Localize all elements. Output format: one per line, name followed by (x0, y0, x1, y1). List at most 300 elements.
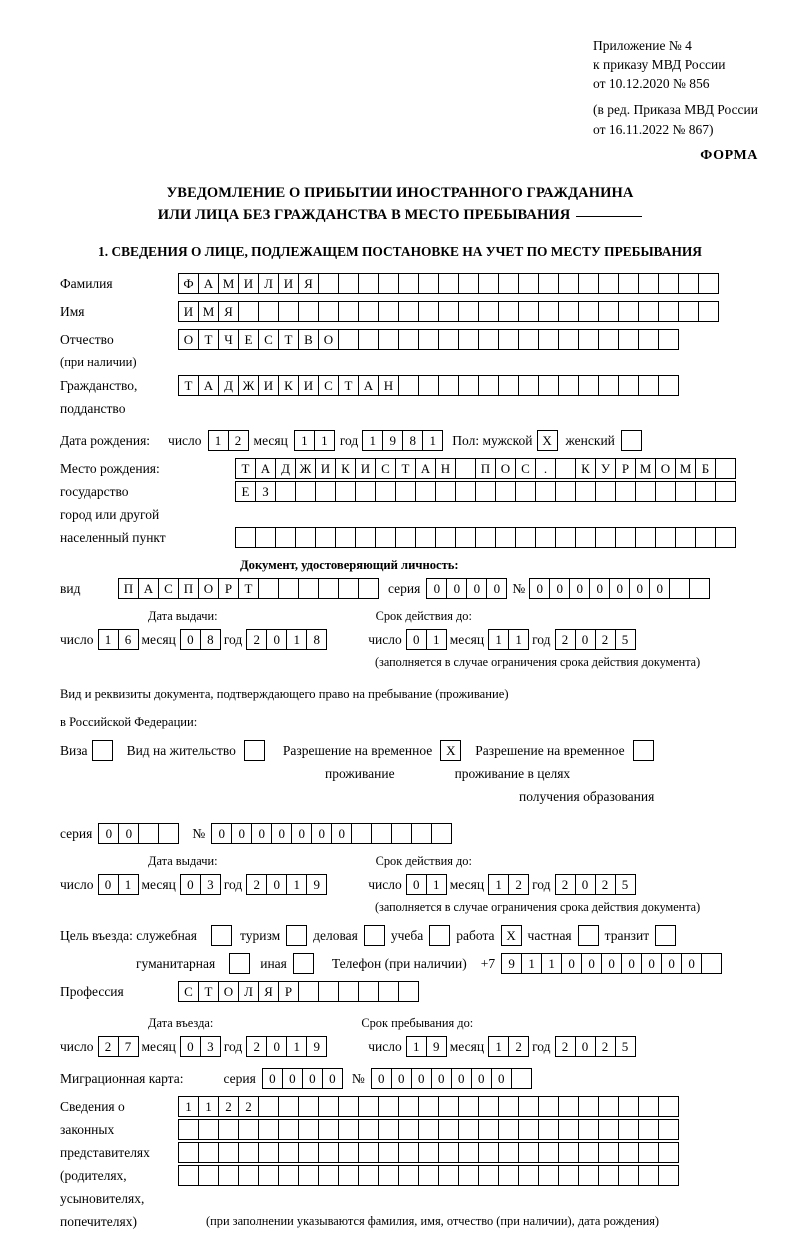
char-cell[interactable] (511, 1068, 532, 1089)
char-cell[interactable]: П (118, 578, 139, 599)
birthplace-line1-input[interactable] (235, 458, 735, 479)
char-cell[interactable] (351, 823, 372, 844)
residence-permit-checkbox[interactable] (244, 740, 265, 761)
char-cell[interactable] (458, 329, 479, 350)
char-cell[interactable]: К (335, 458, 356, 479)
char-cell[interactable] (358, 1142, 379, 1163)
char-cell[interactable] (338, 1142, 359, 1163)
entry-day-input[interactable] (98, 1036, 138, 1057)
birthplace-line3-input[interactable] (235, 527, 735, 548)
char-cell[interactable] (638, 1165, 659, 1186)
idoc-kind-input[interactable] (118, 578, 378, 599)
char-cell[interactable] (478, 329, 499, 350)
char-cell[interactable]: 0 (406, 629, 427, 650)
idoc-issue-day-input[interactable] (98, 629, 138, 650)
char-cell[interactable] (375, 481, 396, 502)
char-cell[interactable] (395, 527, 416, 548)
char-cell[interactable] (278, 578, 299, 599)
char-cell[interactable] (689, 578, 710, 599)
char-cell[interactable]: 0 (621, 953, 642, 974)
char-cell[interactable] (458, 1096, 479, 1117)
char-cell[interactable]: 0 (266, 1036, 287, 1057)
char-cell[interactable] (478, 375, 499, 396)
birth-day-input[interactable] (208, 430, 248, 451)
char-cell[interactable]: Я (218, 301, 239, 322)
char-cell[interactable] (298, 1119, 319, 1140)
char-cell[interactable]: 2 (238, 1096, 259, 1117)
char-cell[interactable] (498, 1096, 519, 1117)
char-cell[interactable]: 1 (314, 430, 335, 451)
char-cell[interactable] (358, 981, 379, 1002)
char-cell[interactable]: Р (615, 458, 636, 479)
char-cell[interactable] (578, 301, 599, 322)
char-cell[interactable]: Н (435, 458, 456, 479)
char-cell[interactable]: А (358, 375, 379, 396)
char-cell[interactable] (418, 273, 439, 294)
char-cell[interactable]: 0 (411, 1068, 432, 1089)
char-cell[interactable] (555, 527, 576, 548)
char-cell[interactable] (275, 481, 296, 502)
char-cell[interactable] (375, 527, 396, 548)
purpose-other-checkbox[interactable] (293, 953, 314, 974)
char-cell[interactable] (518, 1119, 539, 1140)
char-cell[interactable]: Т (198, 981, 219, 1002)
legal-rep-line4-input[interactable] (178, 1165, 678, 1186)
char-cell[interactable] (618, 1165, 639, 1186)
char-cell[interactable]: 0 (491, 1068, 512, 1089)
char-cell[interactable] (638, 1142, 659, 1163)
char-cell[interactable]: 0 (231, 823, 252, 844)
char-cell[interactable]: 0 (609, 578, 630, 599)
char-cell[interactable] (438, 273, 459, 294)
char-cell[interactable] (478, 1165, 499, 1186)
char-cell[interactable] (715, 527, 736, 548)
char-cell[interactable] (698, 273, 719, 294)
char-cell[interactable] (298, 981, 319, 1002)
permit-series-input[interactable] (98, 823, 178, 844)
char-cell[interactable]: М (675, 458, 696, 479)
char-cell[interactable]: 9 (382, 430, 403, 451)
permit-issue-month-input[interactable] (180, 874, 220, 895)
char-cell[interactable]: 2 (228, 430, 249, 451)
char-cell[interactable]: 8 (402, 430, 423, 451)
char-cell[interactable] (618, 1119, 639, 1140)
char-cell[interactable] (518, 273, 539, 294)
char-cell[interactable] (695, 527, 716, 548)
char-cell[interactable]: И (355, 458, 376, 479)
char-cell[interactable] (295, 527, 316, 548)
char-cell[interactable] (398, 273, 419, 294)
char-cell[interactable] (695, 481, 716, 502)
char-cell[interactable]: Ж (238, 375, 259, 396)
char-cell[interactable]: 2 (508, 1036, 529, 1057)
char-cell[interactable] (278, 1142, 299, 1163)
char-cell[interactable] (658, 1165, 679, 1186)
char-cell[interactable]: 0 (569, 578, 590, 599)
char-cell[interactable] (598, 301, 619, 322)
char-cell[interactable]: 2 (555, 1036, 576, 1057)
sex-male-checkbox[interactable]: X (537, 430, 558, 451)
char-cell[interactable]: А (138, 578, 159, 599)
birth-year-input[interactable] (362, 430, 442, 451)
patronymic-input[interactable] (178, 329, 678, 350)
char-cell[interactable] (358, 329, 379, 350)
char-cell[interactable] (335, 481, 356, 502)
char-cell[interactable] (338, 578, 359, 599)
char-cell[interactable] (438, 301, 459, 322)
char-cell[interactable]: И (278, 273, 299, 294)
char-cell[interactable] (575, 481, 596, 502)
char-cell[interactable]: 1 (178, 1096, 199, 1117)
char-cell[interactable] (435, 527, 456, 548)
char-cell[interactable]: 0 (589, 578, 610, 599)
char-cell[interactable]: А (198, 273, 219, 294)
purpose-private-checkbox[interactable] (578, 925, 599, 946)
char-cell[interactable] (518, 375, 539, 396)
char-cell[interactable] (518, 1165, 539, 1186)
char-cell[interactable] (335, 527, 356, 548)
char-cell[interactable] (378, 1165, 399, 1186)
char-cell[interactable]: 0 (529, 578, 550, 599)
char-cell[interactable] (278, 1096, 299, 1117)
char-cell[interactable]: 0 (98, 874, 119, 895)
char-cell[interactable] (538, 329, 559, 350)
char-cell[interactable]: 2 (246, 874, 267, 895)
char-cell[interactable] (338, 329, 359, 350)
char-cell[interactable] (638, 329, 659, 350)
purpose-business-checkbox[interactable] (364, 925, 385, 946)
char-cell[interactable]: 0 (681, 953, 702, 974)
char-cell[interactable]: 1 (406, 1036, 427, 1057)
char-cell[interactable] (495, 527, 516, 548)
char-cell[interactable] (378, 1096, 399, 1117)
char-cell[interactable] (578, 1142, 599, 1163)
purpose-tourism-checkbox[interactable] (286, 925, 307, 946)
char-cell[interactable] (615, 481, 636, 502)
char-cell[interactable]: С (375, 458, 396, 479)
char-cell[interactable] (638, 1096, 659, 1117)
char-cell[interactable] (578, 1119, 599, 1140)
idoc-issue-year-input[interactable] (246, 629, 326, 650)
name-input[interactable] (178, 301, 718, 322)
char-cell[interactable] (675, 481, 696, 502)
char-cell[interactable] (555, 458, 576, 479)
char-cell[interactable] (298, 578, 319, 599)
char-cell[interactable] (635, 481, 656, 502)
char-cell[interactable]: 0 (262, 1068, 283, 1089)
idoc-issue-month-input[interactable] (180, 629, 220, 650)
char-cell[interactable] (498, 273, 519, 294)
char-cell[interactable] (415, 527, 436, 548)
char-cell[interactable] (218, 1165, 239, 1186)
char-cell[interactable]: 0 (180, 1036, 201, 1057)
char-cell[interactable]: Д (275, 458, 296, 479)
citizenship-input[interactable] (178, 375, 678, 396)
birth-month-input[interactable] (294, 430, 334, 451)
char-cell[interactable]: У (595, 458, 616, 479)
char-cell[interactable]: С (258, 329, 279, 350)
char-cell[interactable]: 9 (306, 1036, 327, 1057)
char-cell[interactable] (458, 273, 479, 294)
char-cell[interactable] (318, 1096, 339, 1117)
char-cell[interactable] (338, 273, 359, 294)
char-cell[interactable] (658, 301, 679, 322)
char-cell[interactable]: М (218, 273, 239, 294)
char-cell[interactable] (458, 1142, 479, 1163)
char-cell[interactable] (358, 578, 379, 599)
char-cell[interactable] (318, 1119, 339, 1140)
char-cell[interactable] (258, 1165, 279, 1186)
char-cell[interactable] (358, 301, 379, 322)
char-cell[interactable] (358, 1096, 379, 1117)
char-cell[interactable]: С (515, 458, 536, 479)
char-cell[interactable]: 2 (218, 1096, 239, 1117)
char-cell[interactable] (378, 1119, 399, 1140)
char-cell[interactable] (371, 823, 392, 844)
char-cell[interactable] (338, 1119, 359, 1140)
char-cell[interactable] (218, 1142, 239, 1163)
char-cell[interactable] (298, 1165, 319, 1186)
char-cell[interactable]: 2 (595, 1036, 616, 1057)
char-cell[interactable]: 0 (466, 578, 487, 599)
char-cell[interactable] (198, 1119, 219, 1140)
char-cell[interactable] (218, 1119, 239, 1140)
char-cell[interactable] (418, 301, 439, 322)
char-cell[interactable]: Б (695, 458, 716, 479)
char-cell[interactable]: Т (338, 375, 359, 396)
char-cell[interactable] (358, 273, 379, 294)
char-cell[interactable]: И (315, 458, 336, 479)
char-cell[interactable] (635, 527, 656, 548)
char-cell[interactable]: Т (395, 458, 416, 479)
char-cell[interactable] (518, 1096, 539, 1117)
char-cell[interactable] (598, 273, 619, 294)
stay-day-input[interactable] (406, 1036, 446, 1057)
char-cell[interactable] (391, 823, 412, 844)
char-cell[interactable] (595, 481, 616, 502)
char-cell[interactable] (438, 1096, 459, 1117)
char-cell[interactable]: О (318, 329, 339, 350)
char-cell[interactable] (558, 1096, 579, 1117)
idoc-valid-month-input[interactable] (488, 629, 528, 650)
char-cell[interactable]: 1 (488, 1036, 509, 1057)
char-cell[interactable]: 2 (98, 1036, 119, 1057)
idoc-number-input[interactable] (529, 578, 709, 599)
char-cell[interactable] (598, 1096, 619, 1117)
char-cell[interactable] (558, 1142, 579, 1163)
char-cell[interactable] (535, 527, 556, 548)
char-cell[interactable] (438, 375, 459, 396)
char-cell[interactable] (198, 1165, 219, 1186)
char-cell[interactable] (398, 1119, 419, 1140)
char-cell[interactable] (538, 375, 559, 396)
char-cell[interactable] (515, 527, 536, 548)
char-cell[interactable]: Ж (295, 458, 316, 479)
char-cell[interactable] (618, 301, 639, 322)
migcard-series-input[interactable] (262, 1068, 342, 1089)
birthplace-line2-input[interactable] (235, 481, 735, 502)
char-cell[interactable]: Е (238, 329, 259, 350)
entry-month-input[interactable] (180, 1036, 220, 1057)
char-cell[interactable]: 0 (549, 578, 570, 599)
char-cell[interactable] (458, 1165, 479, 1186)
char-cell[interactable]: 2 (246, 1036, 267, 1057)
char-cell[interactable]: В (298, 329, 319, 350)
char-cell[interactable]: 2 (595, 874, 616, 895)
char-cell[interactable] (411, 823, 432, 844)
char-cell[interactable]: 0 (282, 1068, 303, 1089)
char-cell[interactable] (378, 981, 399, 1002)
char-cell[interactable] (238, 1165, 259, 1186)
char-cell[interactable]: 2 (508, 874, 529, 895)
char-cell[interactable] (498, 329, 519, 350)
char-cell[interactable]: 6 (118, 629, 139, 650)
char-cell[interactable] (655, 527, 676, 548)
char-cell[interactable]: 3 (200, 1036, 221, 1057)
char-cell[interactable]: 5 (615, 874, 636, 895)
char-cell[interactable]: И (238, 273, 259, 294)
char-cell[interactable] (295, 481, 316, 502)
phone-input[interactable] (501, 953, 721, 974)
char-cell[interactable] (458, 375, 479, 396)
char-cell[interactable]: С (318, 375, 339, 396)
purpose-study-checkbox[interactable] (429, 925, 450, 946)
char-cell[interactable]: . (535, 458, 556, 479)
sex-female-checkbox[interactable] (621, 430, 642, 451)
char-cell[interactable] (638, 375, 659, 396)
char-cell[interactable]: 0 (322, 1068, 343, 1089)
char-cell[interactable] (498, 301, 519, 322)
char-cell[interactable] (415, 481, 436, 502)
char-cell[interactable]: Т (198, 329, 219, 350)
char-cell[interactable]: 0 (406, 874, 427, 895)
char-cell[interactable] (669, 578, 690, 599)
char-cell[interactable] (398, 329, 419, 350)
char-cell[interactable] (455, 527, 476, 548)
char-cell[interactable]: О (198, 578, 219, 599)
char-cell[interactable] (138, 823, 159, 844)
char-cell[interactable] (398, 1096, 419, 1117)
char-cell[interactable] (418, 1165, 439, 1186)
char-cell[interactable]: 3 (200, 874, 221, 895)
char-cell[interactable]: 1 (294, 430, 315, 451)
char-cell[interactable] (278, 1119, 299, 1140)
migcard-number-input[interactable] (371, 1068, 531, 1089)
char-cell[interactable] (418, 329, 439, 350)
char-cell[interactable] (595, 527, 616, 548)
purpose-humanitarian-checkbox[interactable] (229, 953, 250, 974)
char-cell[interactable]: З (255, 481, 276, 502)
char-cell[interactable] (538, 1096, 559, 1117)
char-cell[interactable] (355, 481, 376, 502)
char-cell[interactable]: Е (235, 481, 256, 502)
char-cell[interactable]: О (495, 458, 516, 479)
char-cell[interactable] (495, 481, 516, 502)
char-cell[interactable] (318, 1142, 339, 1163)
char-cell[interactable]: 0 (118, 823, 139, 844)
char-cell[interactable] (358, 1165, 379, 1186)
char-cell[interactable] (275, 527, 296, 548)
char-cell[interactable] (338, 1165, 359, 1186)
char-cell[interactable] (398, 981, 419, 1002)
legal-rep-line1-input[interactable] (178, 1096, 678, 1117)
char-cell[interactable]: О (218, 981, 239, 1002)
char-cell[interactable]: П (475, 458, 496, 479)
char-cell[interactable] (398, 1165, 419, 1186)
char-cell[interactable] (238, 1119, 259, 1140)
char-cell[interactable]: 9 (306, 874, 327, 895)
char-cell[interactable]: 1 (426, 629, 447, 650)
char-cell[interactable] (378, 273, 399, 294)
char-cell[interactable] (438, 1142, 459, 1163)
edu-residence-checkbox[interactable] (633, 740, 654, 761)
char-cell[interactable]: 0 (446, 578, 467, 599)
char-cell[interactable] (698, 301, 719, 322)
char-cell[interactable] (638, 273, 659, 294)
char-cell[interactable] (298, 1096, 319, 1117)
char-cell[interactable] (431, 823, 452, 844)
char-cell[interactable] (498, 1119, 519, 1140)
purpose-service-checkbox[interactable] (211, 925, 232, 946)
char-cell[interactable] (358, 1119, 379, 1140)
char-cell[interactable]: Т (238, 578, 259, 599)
char-cell[interactable]: 0 (371, 1068, 392, 1089)
char-cell[interactable]: А (415, 458, 436, 479)
char-cell[interactable] (395, 481, 416, 502)
char-cell[interactable] (338, 1096, 359, 1117)
char-cell[interactable] (318, 981, 339, 1002)
char-cell[interactable] (538, 1165, 559, 1186)
char-cell[interactable]: 0 (561, 953, 582, 974)
char-cell[interactable] (558, 1119, 579, 1140)
char-cell[interactable]: 0 (291, 823, 312, 844)
stay-month-input[interactable] (488, 1036, 528, 1057)
char-cell[interactable]: М (198, 301, 219, 322)
char-cell[interactable]: Р (218, 578, 239, 599)
char-cell[interactable]: Т (235, 458, 256, 479)
char-cell[interactable] (315, 481, 336, 502)
char-cell[interactable]: 1 (508, 629, 529, 650)
char-cell[interactable] (398, 375, 419, 396)
char-cell[interactable] (598, 329, 619, 350)
char-cell[interactable] (658, 329, 679, 350)
idoc-valid-day-input[interactable] (406, 629, 446, 650)
char-cell[interactable] (558, 301, 579, 322)
char-cell[interactable] (518, 1142, 539, 1163)
char-cell[interactable]: И (178, 301, 199, 322)
char-cell[interactable]: А (255, 458, 276, 479)
profession-input[interactable] (178, 981, 418, 1002)
char-cell[interactable] (575, 527, 596, 548)
char-cell[interactable] (475, 481, 496, 502)
char-cell[interactable] (578, 1096, 599, 1117)
char-cell[interactable] (418, 1119, 439, 1140)
char-cell[interactable]: С (158, 578, 179, 599)
char-cell[interactable]: О (655, 458, 676, 479)
char-cell[interactable]: 0 (641, 953, 662, 974)
char-cell[interactable]: 2 (555, 874, 576, 895)
char-cell[interactable] (478, 1096, 499, 1117)
char-cell[interactable]: Ч (218, 329, 239, 350)
char-cell[interactable] (418, 375, 439, 396)
char-cell[interactable] (558, 1165, 579, 1186)
legal-rep-line2-input[interactable] (178, 1119, 678, 1140)
char-cell[interactable]: 0 (311, 823, 332, 844)
char-cell[interactable] (658, 1142, 679, 1163)
permit-valid-year-input[interactable] (555, 874, 635, 895)
char-cell[interactable] (478, 301, 499, 322)
char-cell[interactable] (378, 329, 399, 350)
